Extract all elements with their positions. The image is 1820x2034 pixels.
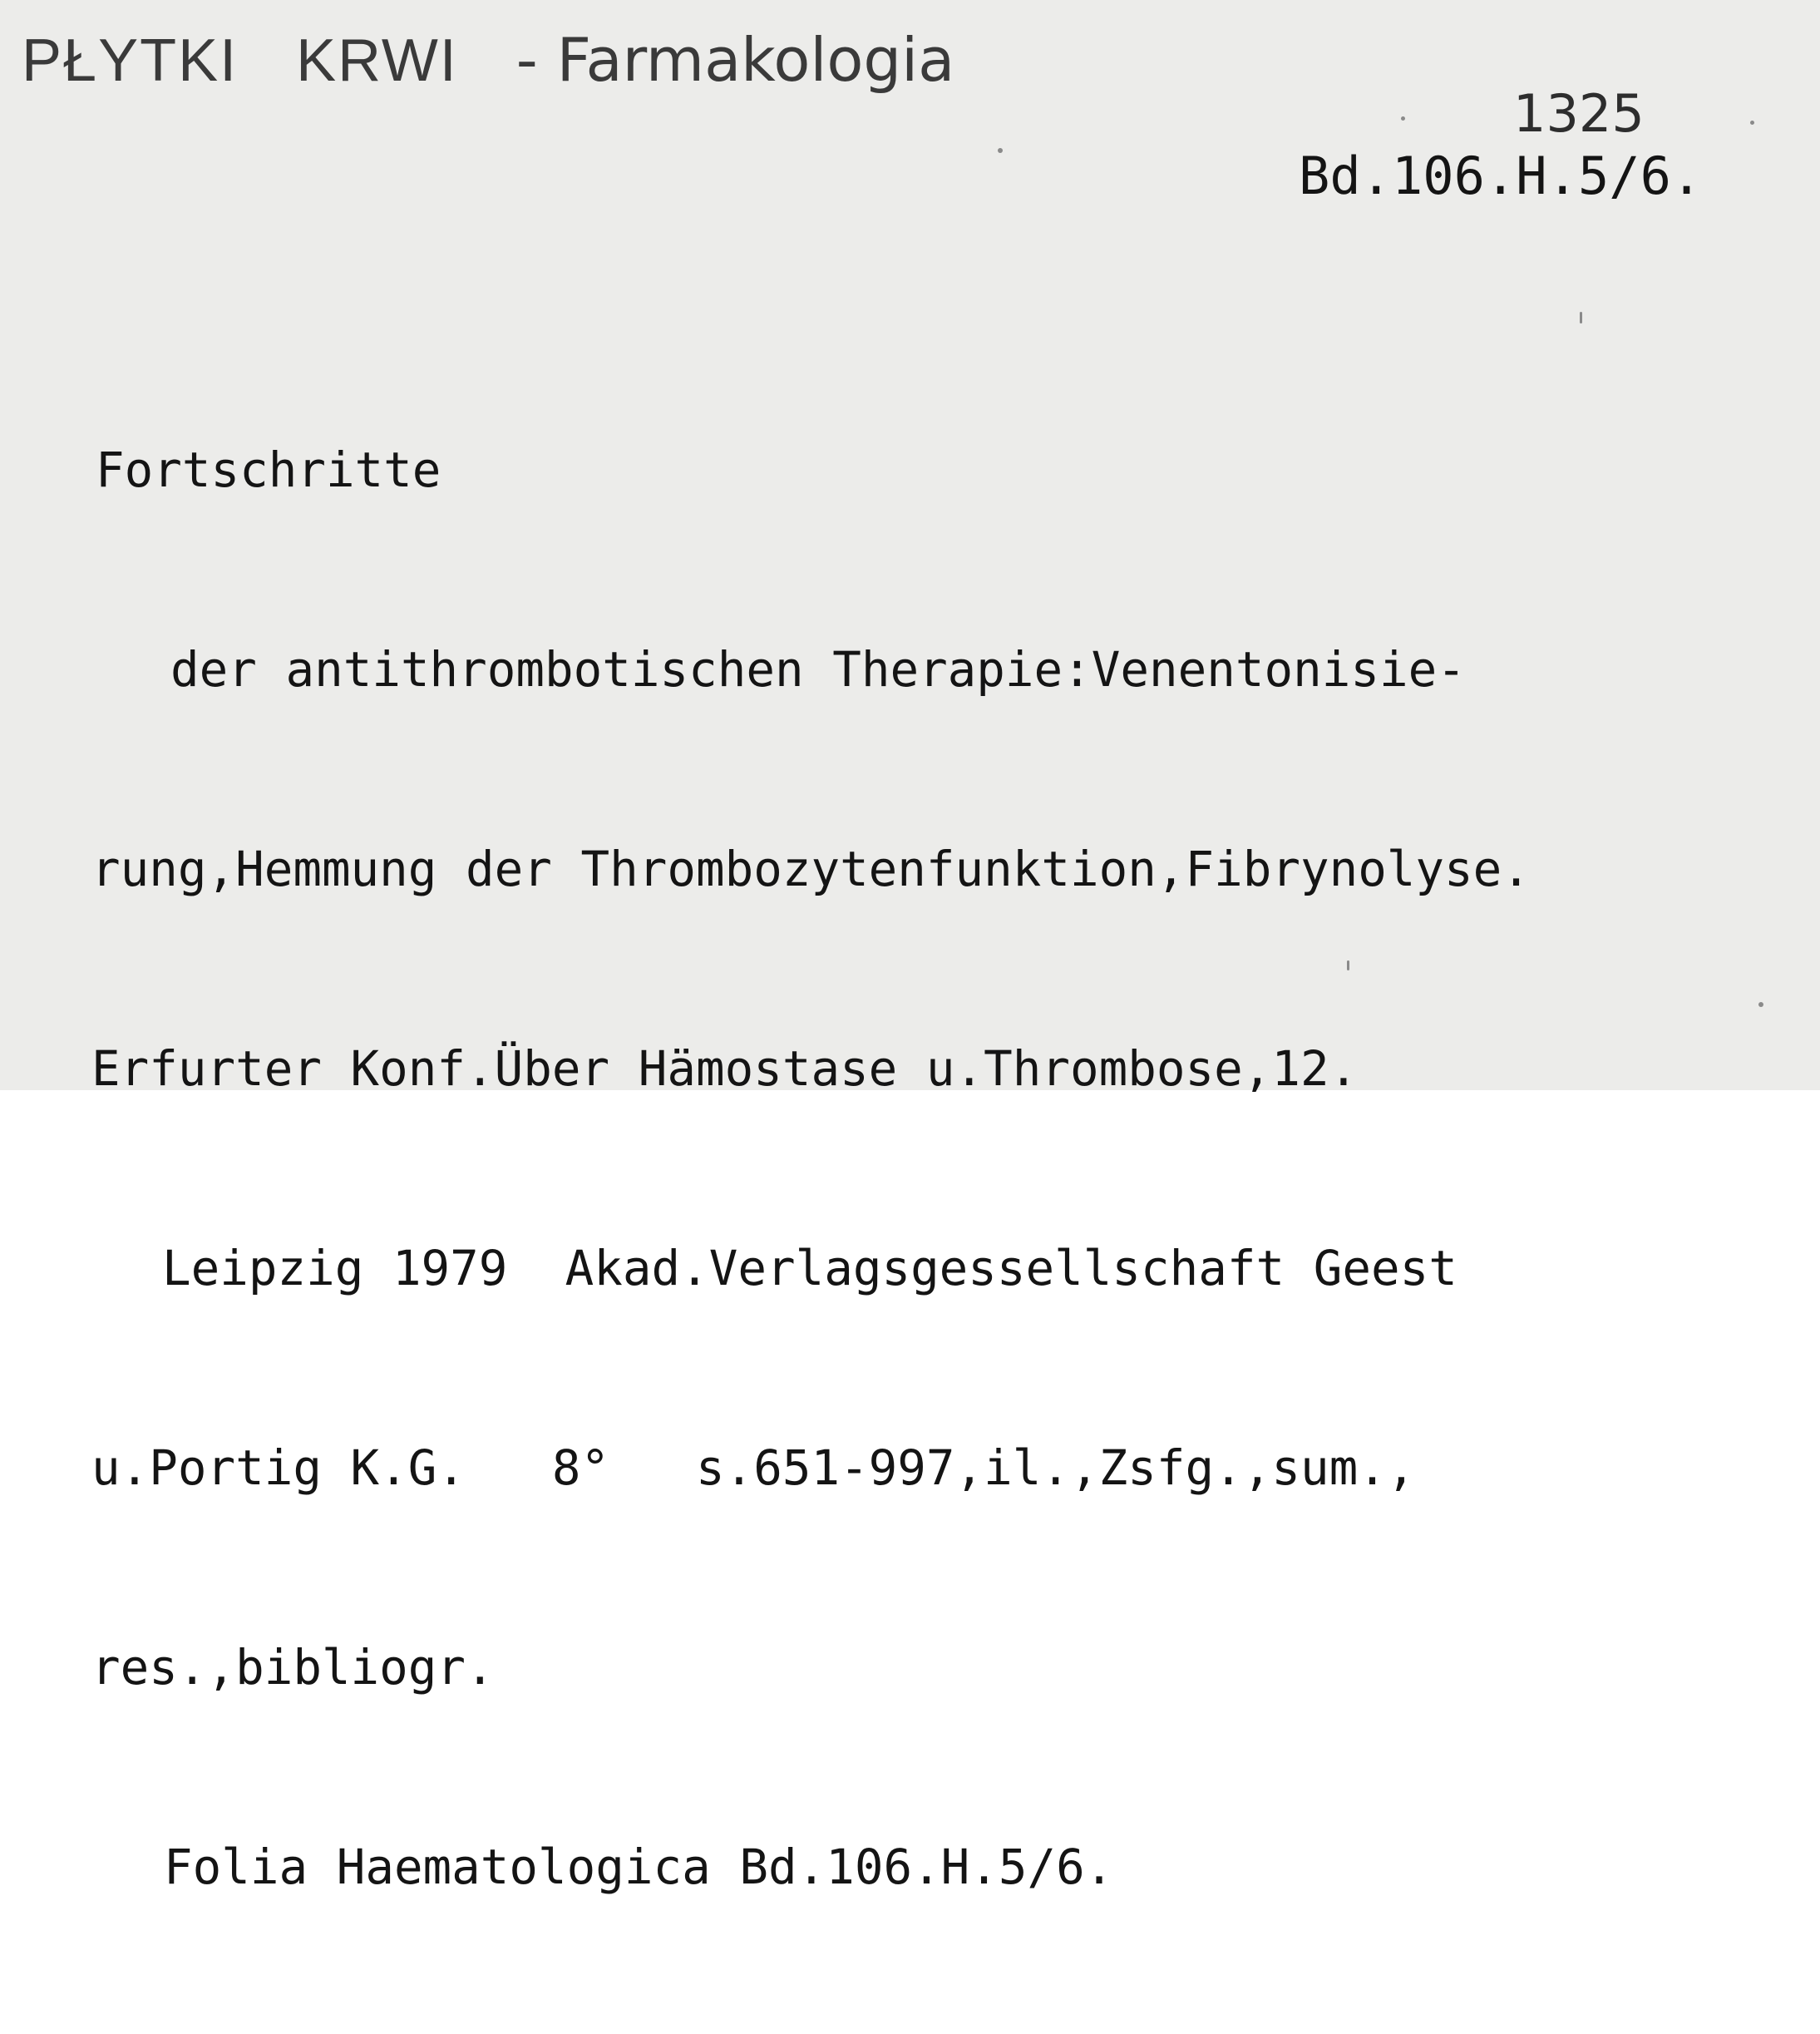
scan-speck: [1401, 116, 1405, 121]
imprint-line-2: u.Portig K.G. 8° s.651-997,il.,Zsfg.,sum.,: [91, 1440, 1416, 1496]
subject-heading-part1: PŁYTKI: [22, 27, 239, 94]
imprint-line-3: res.,bibliogr.: [91, 1640, 495, 1696]
scan-speck: [1758, 1002, 1763, 1007]
scan-speck: [1750, 121, 1754, 125]
title-line-2: der antithrombotischen Therapie:Venentonisie-: [170, 642, 1466, 698]
accession-number: 1325: [1513, 83, 1645, 144]
series-line: Folia Haematologica Bd.106.H.5/6.: [164, 1839, 1114, 1895]
scan-speck: [998, 148, 1003, 153]
title-line-1: Fortschritte: [96, 442, 441, 498]
scan-speck: [1347, 960, 1349, 970]
subject-heading-part3: - Farmakologia: [515, 25, 955, 95]
title-line-4: Erfurter Konf.Über Hämostase u.Thrombose,12.: [91, 1041, 1359, 1097]
title-line-3: rung,Hemmung der Thrombozytenfunktion,Fibrynolyse.: [91, 842, 1531, 897]
imprint-line-1: Leipzig 1979 Akad.Verlagsgessellschaft Geest: [162, 1241, 1457, 1296]
subject-heading: [22, 25, 954, 95]
catalog-entry: [91, 304, 1531, 2034]
subject-heading-part2: KRWI: [296, 27, 458, 94]
call-number: Bd.106.H.5/6.: [1299, 146, 1703, 206]
scan-speck: [1580, 312, 1582, 323]
